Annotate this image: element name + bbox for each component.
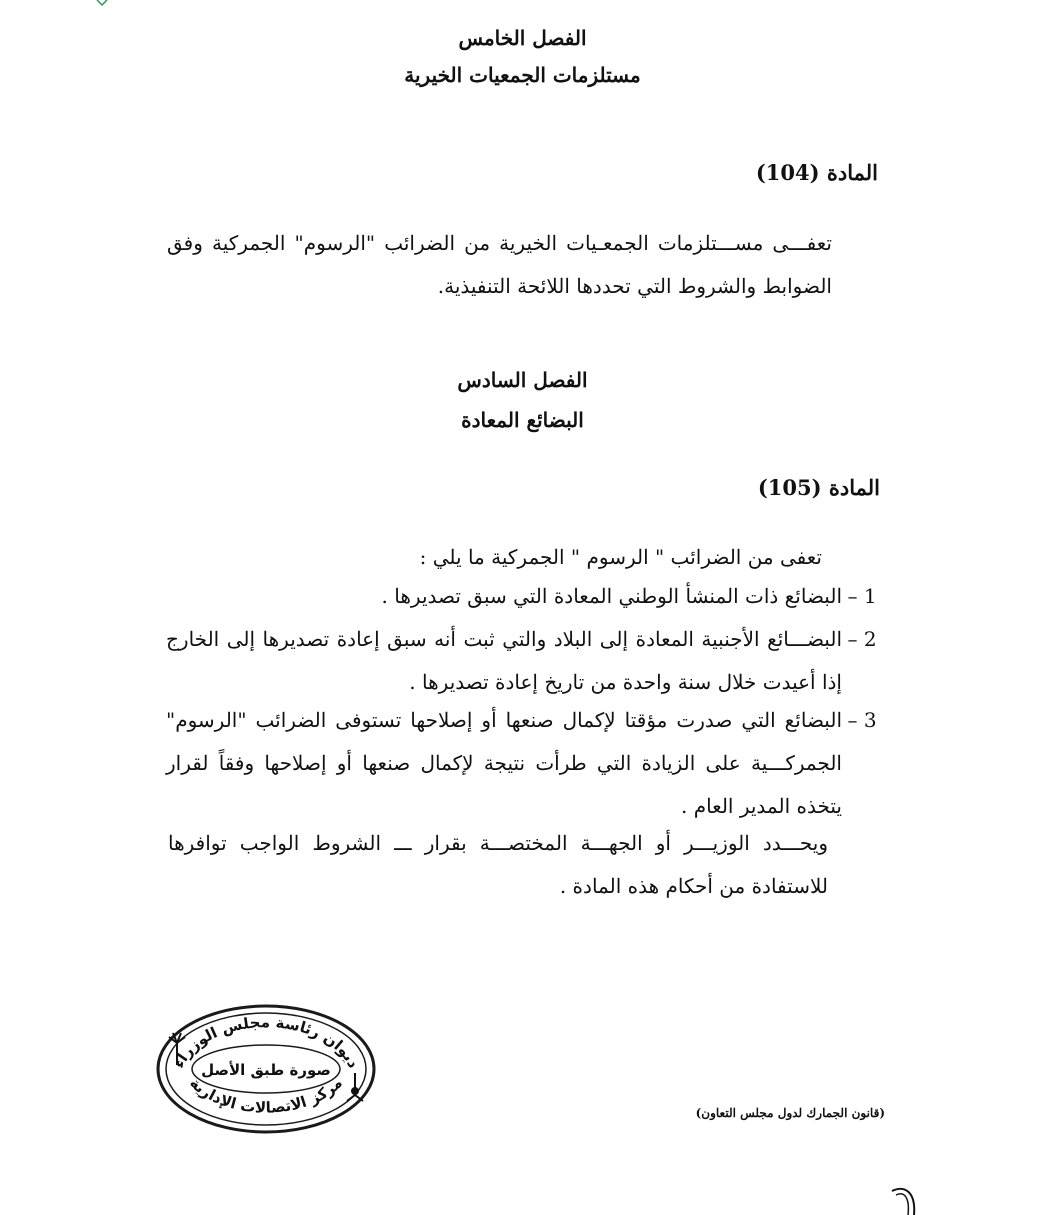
stamp-bottom-text: مركز الاتصالات الإدارية [186,1073,346,1117]
list-item-text: البضـــائع الأجنبية المعادة إلى البلاد والتي ثبت أنه سبق إعادة تصديرها إلى الخارج إذا أعيدت خلال سنة واحدة من تاريخ إعادة تصديرها . [166,627,842,694]
page-curl-mark-icon [890,1185,922,1215]
chapter-6-subtitle: البضائع المعادة [461,408,584,432]
article-104-text: تعفـــى مســـتلزمات الجمعـيات الخيرية من الضرائب "الرسوم" الجمركية وفق الضوابط والشروط التي تحددها اللائحة التنفيذية. [167,231,832,298]
article-105-heading: المادة (105) [757,475,880,500]
chapter-6-title: الفصل السادس [457,368,588,392]
list-item [166,699,882,828]
stamp-top-text: ديوان رئاسة مجلس الوزراء [169,1013,363,1071]
article-105-intro: تعفى من الضرائب " الرسوم " الجمركية ما يلي : [419,545,822,569]
official-stamp-seal [155,1003,377,1135]
svg-text:مركز الاتصالات الإدارية [186,1074,346,1117]
list-item [166,575,882,618]
stamp-center-text: صورة طبق الأصل [201,1061,331,1079]
footer-note: (قانون الجمارك لدول مجلس التعاون) [695,1106,885,1120]
list-item-number: 3 – [847,708,877,732]
chapter-5-title: الفصل الخامس [458,26,587,50]
chapter-5-subtitle: مستلزمات الجمعيات الخيرية [404,63,641,87]
article-105-closing: ويحـــدد الوزيـــر أو الجهـــة المختصـــة بقرار ـــ الشروط الواجب توافرها للاستفادة من أحكام هذه المادة . [168,831,828,898]
article-104-heading: المادة (104) [755,160,878,185]
list-item-text: البضائع ذات المنشأ الوطني المعادة التي سبق تصديرها . [381,584,842,608]
list-item-text: البضائع التي صدرت مؤقتا لإكمال صنعها أو إصلاحها تستوفى الضرائب "الرسوم" الجمركـــية على الزيادة التي طرأت نتيجة لإكمال صنعها أو إصلاحها وفقاً لقرار يتخذه المدير العام . [166,708,842,818]
list-item-number: 1 – [847,584,877,608]
list-item [166,618,882,704]
corner-mark-icon [96,0,108,6]
list-item-number: 2 – [847,627,877,651]
